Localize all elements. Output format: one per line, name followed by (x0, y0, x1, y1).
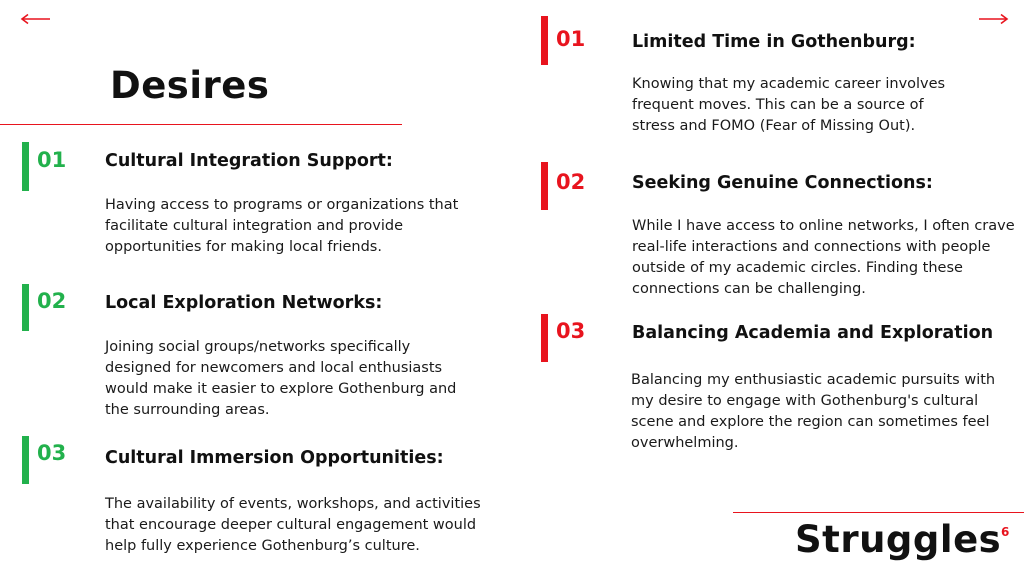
desire-2-title: Local Exploration Networks: (105, 293, 383, 313)
desire-1-title: Cultural Integration Support: (105, 151, 393, 171)
desire-1-number: 01 (37, 148, 67, 172)
struggle-1-accent-bar (541, 16, 548, 65)
desire-3-accent-bar (22, 436, 29, 484)
struggles-divider (733, 512, 1024, 513)
desires-divider (0, 124, 402, 125)
desire-2-accent-bar (22, 284, 29, 331)
struggle-3-number: 03 (556, 319, 586, 343)
struggle-3-accent-bar (541, 314, 548, 362)
arrow-right-icon (977, 13, 1009, 25)
struggle-2-number: 02 (556, 170, 586, 194)
desire-3-title: Cultural Immersion Opportunities: (105, 448, 444, 468)
struggles-heading: Struggles (795, 518, 1002, 561)
struggle-1-title: Limited Time in Gothenburg: (632, 32, 916, 52)
struggle-1-text: Knowing that my academic career involves frequent moves. This can be a source of stress and FOMO (Fear of Missing Out). (632, 76, 946, 134)
struggle-2-title: Seeking Genuine Connections: (632, 173, 933, 193)
desire-2-text: Joining social groups/networks specifically designed for newcomers and local enthusiasts would make it easier to explore Gothenburg and the surrounding areas. (105, 339, 457, 418)
prev-slide-button[interactable] (20, 13, 52, 25)
desire-1-accent-bar (22, 142, 29, 191)
struggle-3-title: Balancing Academia and Exploration (632, 323, 994, 343)
next-slide-button[interactable] (977, 13, 1009, 25)
struggle-3-text: Balancing my enthusiastic academic pursuits with my desire to engage with Gothenburg's cultural scene and explore the region can sometimes feel overwhelming. (631, 372, 996, 451)
struggle-2-text: While I have access to online networks, I often crave real-life interactions and connections with people outside of my academic circles. Finding these connections can be challenging. (632, 218, 1015, 297)
desire-3-number: 03 (37, 441, 67, 465)
desire-1-text: Having access to programs or organizations that facilitate cultural integration and provide opportunities for making local friends. (105, 197, 459, 255)
page-number: 6 (1001, 525, 1010, 539)
arrow-left-icon (20, 13, 52, 25)
desire-2-number: 02 (37, 289, 67, 313)
struggle-2-accent-bar (541, 162, 548, 210)
desire-3-text: The availability of events, workshops, and activities that encourage deeper cultural engagement would help fully experience Gothenburg’s culture. (105, 496, 481, 554)
struggle-1-number: 01 (556, 27, 586, 51)
desires-heading: Desires (110, 64, 270, 107)
